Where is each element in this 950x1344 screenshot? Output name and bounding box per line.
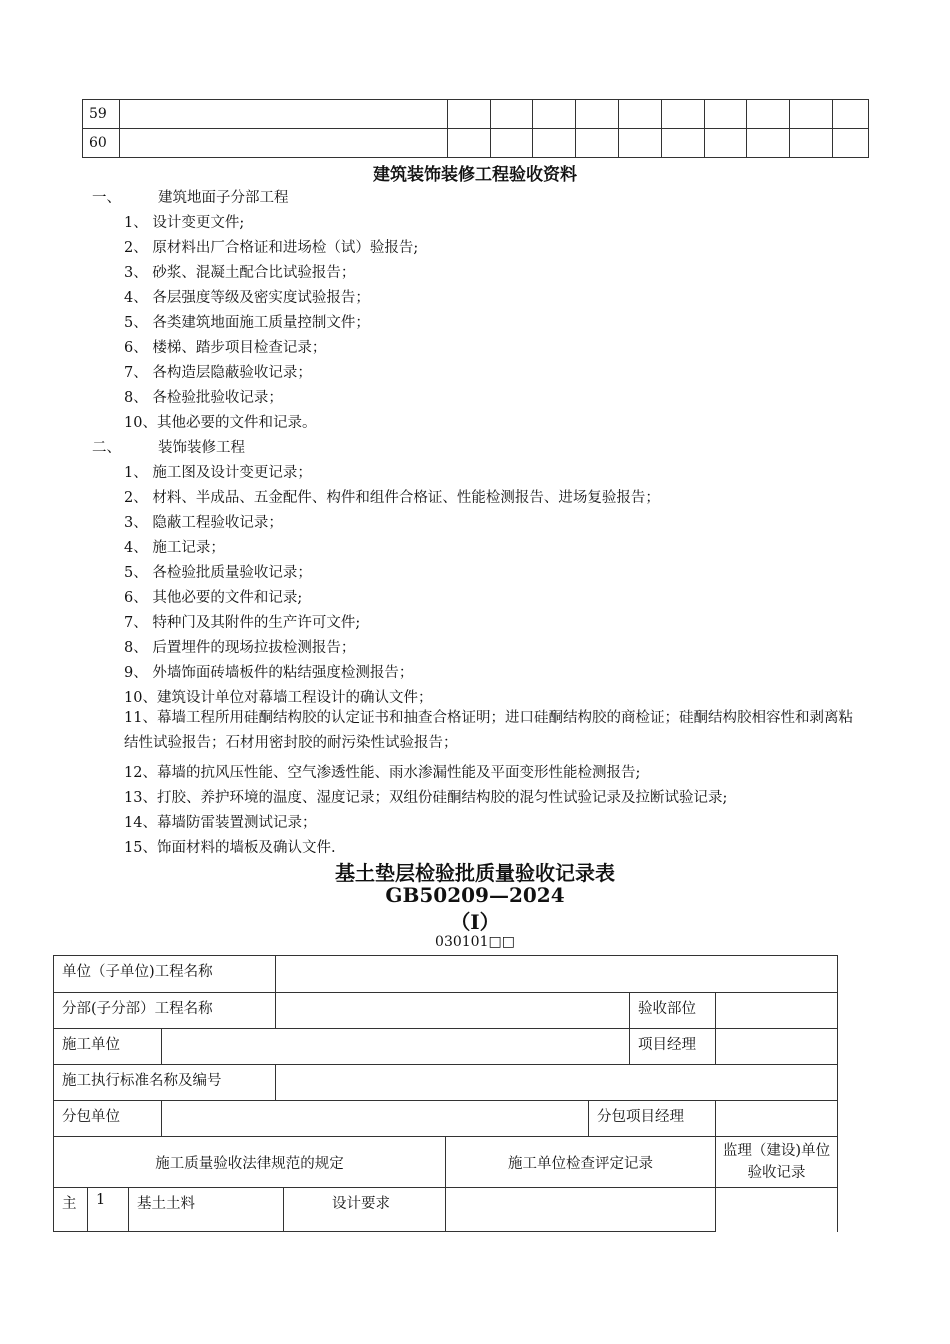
- inspection-part-field[interactable]: [715, 992, 838, 1029]
- list-item: 2、 原材料出厂合格证和进场检（试）验报告;: [124, 240, 419, 256]
- sub-manager-field[interactable]: [715, 1100, 838, 1137]
- project-manager-field[interactable]: [715, 1028, 838, 1065]
- inspection-part-label: 验收部位: [629, 992, 716, 1029]
- section-title: 建筑装饰装修工程验收资料: [373, 165, 577, 185]
- contractor-field[interactable]: [161, 1028, 630, 1065]
- list-item: 3、 隐蔽工程验收记录；: [124, 515, 283, 531]
- list-item: 7、 各构造层隐蔽验收记录；: [124, 365, 312, 381]
- list-item: 3、 砂浆、混凝土配合比试验报告；: [124, 265, 356, 281]
- row-number: 1: [87, 1187, 129, 1232]
- list-item: 5、 各检验批质量验收记录；: [124, 565, 312, 581]
- standard-name-label: 施工执行标准名称及编号: [53, 1064, 276, 1101]
- row-main-marker: 主: [53, 1187, 88, 1232]
- sub-project-field[interactable]: [275, 992, 630, 1029]
- col-contractor-check-header: 施工单位检查评定记录: [445, 1136, 716, 1188]
- list-item: 6、 楼梯、踏步项目检查记录；: [124, 340, 327, 356]
- list-item: 9、 外墙饰面砖墙板件的粘结强度检测报告；: [124, 665, 414, 681]
- list-item: 1、 施工图及设计变更记录；: [124, 465, 312, 481]
- list-item: 6、 其他必要的文件和记录;: [124, 590, 303, 606]
- unit-project-field[interactable]: [275, 955, 838, 993]
- subcontractor-field[interactable]: [161, 1100, 589, 1137]
- form-standard: GB50209—2024: [385, 883, 565, 907]
- row-requirement: 设计要求: [283, 1187, 446, 1232]
- list-item: 2、 材料、半成品、五金配件、构件和组件合格证、性能检测报告、进场复验报告；: [124, 490, 660, 506]
- list-item: 4、 施工记录；: [124, 540, 225, 556]
- contractor-label: 施工单位: [53, 1028, 162, 1065]
- form-title: 基土垫层检验批质量验收记录表: [335, 861, 615, 885]
- list-item: 5、 各类建筑地面施工质量控制文件；: [124, 315, 370, 331]
- subcontractor-label: 分包单位: [53, 1100, 162, 1137]
- row-supervisor-field[interactable]: [715, 1187, 838, 1232]
- section1-heading: [92, 186, 289, 207]
- list-item: 14、幕墙防雷装置测试记录；: [124, 815, 317, 831]
- list-item: 13、打胶、养护环境的温度、湿度记录；双组份硅酮结构胶的混匀性试验记录及拉断试验记录;: [124, 790, 728, 806]
- list-item: 4、 各层强度等级及密实度试验报告；: [124, 290, 370, 306]
- section1-title: 建筑地面子分部工程: [158, 190, 289, 206]
- form-roman: （Ⅰ）: [450, 910, 500, 934]
- list-item: 11、幕墙工程所用硅酮结构胶的认定证书和抽查合格证明；进口硅酮结构胶的商检证；硅酮结构胶相容性和剥离粘结性试验报告；石材用密封胶的耐污染性试验报告；: [124, 710, 853, 751]
- section1-number: 一、: [92, 190, 121, 206]
- row-contractor-check-field[interactable]: [445, 1187, 716, 1232]
- list-item: 1、 设计变更文件;: [124, 215, 245, 231]
- row-number: 60: [83, 129, 120, 158]
- col-regulation-header: 施工质量验收法律规范的规定: [53, 1136, 446, 1188]
- unit-project-label: 单位（子单位)工程名称: [53, 955, 276, 993]
- row-item: 基土土料: [128, 1187, 284, 1232]
- standard-name-field[interactable]: [275, 1064, 838, 1101]
- list-item: 15、饰面材料的墙板及确认文件.: [124, 840, 336, 856]
- section2-number: 二、: [92, 440, 121, 456]
- list-item: 8、 后置埋件的现场拉拔检测报告；: [124, 640, 356, 656]
- project-manager-label: 项目经理: [629, 1028, 716, 1065]
- section2-heading: [92, 436, 245, 457]
- section2-title: 装饰装修工程: [158, 440, 245, 456]
- form-code: 030101□□: [435, 934, 515, 950]
- top-table: [82, 99, 869, 158]
- list-item: 10、建筑设计单位对幕墙工程设计的确认文件；: [124, 690, 433, 706]
- list-item: 7、 特种门及其附件的生产许可文件;: [124, 615, 361, 631]
- sub-project-label: 分部(子分部）工程名称: [53, 992, 276, 1029]
- row-number: 59: [83, 100, 120, 129]
- table-row: [83, 129, 869, 158]
- col-supervisor-header: 监理（建设)单位验收记录: [715, 1136, 838, 1188]
- list-item: 10、其他必要的文件和记录。: [124, 415, 317, 431]
- list-item: 12、幕墙的抗风压性能、空气渗透性能、雨水渗漏性能及平面变形性能检测报告;: [124, 765, 641, 781]
- table-row: [83, 100, 869, 129]
- sub-manager-label: 分包项目经理: [588, 1100, 716, 1137]
- list-item: 8、 各检验批验收记录；: [124, 390, 283, 406]
